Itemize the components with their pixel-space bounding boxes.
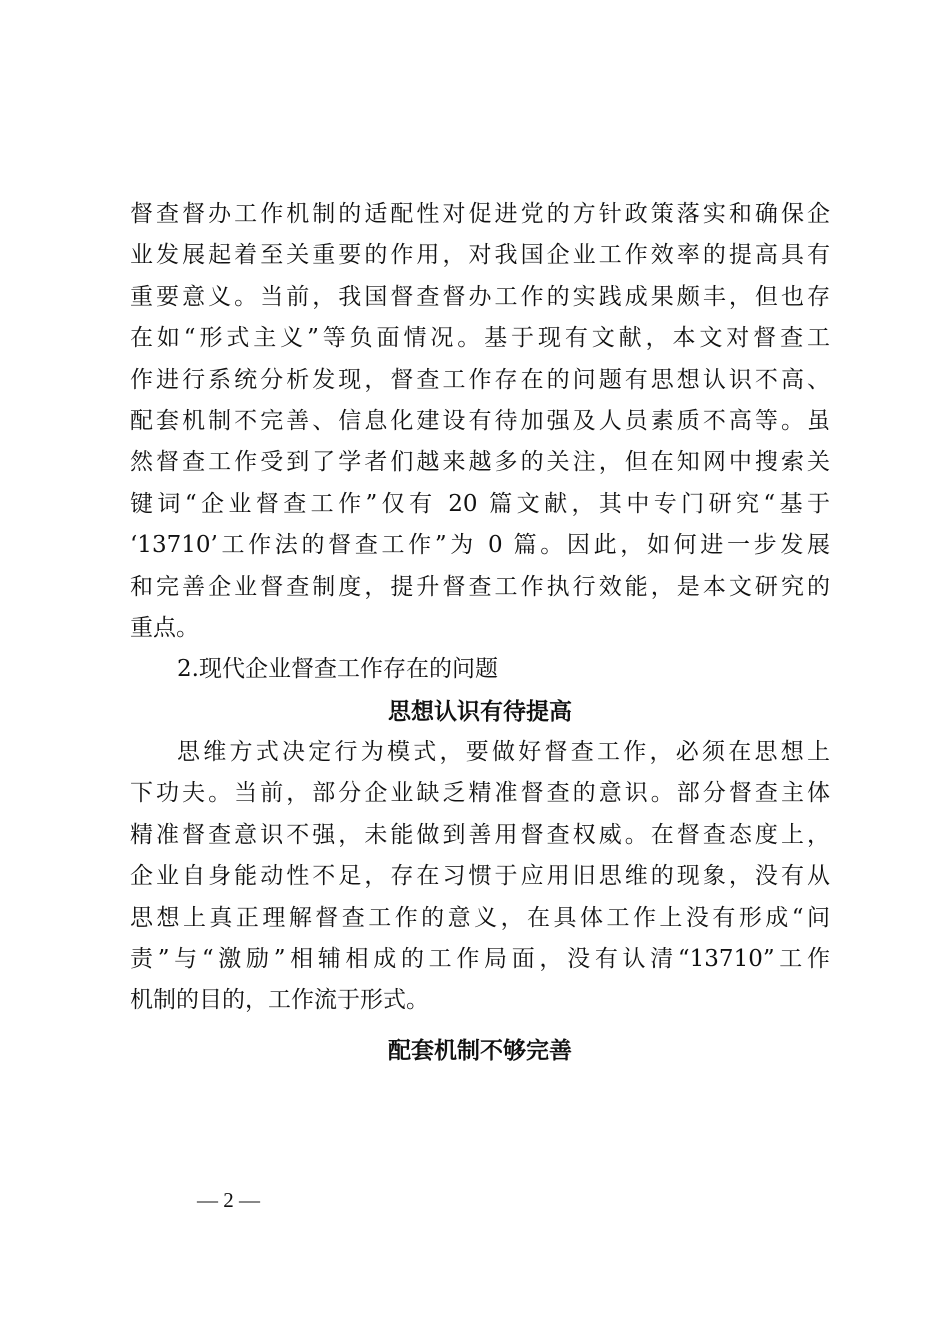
- page-number: — 2 —: [197, 1188, 260, 1212]
- paragraph-line: 然督查工作受到了学者们越来越多的关注，但在知网中搜索关: [130, 449, 830, 476]
- paragraph-thinking: [130, 732, 830, 1022]
- paragraph-line: 作进行系统分析发现，督查工作存在的问题有思想认识不高、: [130, 366, 830, 393]
- paragraph-line: 思维方式决定行为模式，要做好督查工作，必须在思想上: [177, 739, 830, 766]
- paragraph-line: 在如“形式主义”等负面情况。基于现有文献，本文对督查工: [130, 325, 830, 352]
- paragraph-line: 和完善企业督查制度，提升督查工作执行效能，是本文研究的: [130, 573, 830, 600]
- paragraph-line: 键词“企业督查工作”仅有 20 篇文献，其中专门研究“基于: [130, 490, 830, 517]
- paragraph-line: 重点。: [130, 614, 199, 641]
- paragraph-line: 责”与“激励”相辅相成的工作局面，没有认清“13710”工作: [130, 946, 830, 973]
- paragraph-line: ‘13710’工作法的督查工作”为 0 篇。因此，如何进一步发展: [130, 532, 830, 559]
- paragraph-line: 配套机制不完善、信息化建设有待加强及人员素质不高等。虽: [130, 407, 830, 434]
- paragraph-line: 业发展起着至关重要的作用，对我国企业工作效率的提高具有: [130, 242, 830, 269]
- section-title: 2.现代企业督查工作存在的问题: [177, 656, 498, 683]
- paragraph-line: 思想上真正理解督查工作的意义，在具体工作上没有形成“问: [130, 904, 830, 931]
- subsection-heading: 配套机制不够完善: [388, 1036, 572, 1064]
- paragraph-line: 督查督办工作机制的适配性对促进党的方针政策落实和确保企: [130, 201, 830, 227]
- paragraph-line: 企业自身能动性不足，存在习惯于应用旧思维的现象，没有从: [130, 863, 830, 890]
- subsection-heading: 思想认识有待提高: [388, 697, 572, 725]
- paragraph-line: 机制的目的，工作流于形式。: [130, 987, 429, 1014]
- paragraph-line: 重要意义。当前，我国督查督办工作的实践成果颇丰，但也存: [130, 283, 830, 310]
- page-body: [130, 194, 830, 1071]
- paragraph-intro: [130, 194, 830, 649]
- paragraph-line: 下功夫。当前，部分企业缺乏精准督查的意识。部分督查主体: [130, 780, 830, 807]
- paragraph-line: 精准督查意识不强，未能做到善用督查权威。在督查态度上，: [130, 821, 830, 848]
